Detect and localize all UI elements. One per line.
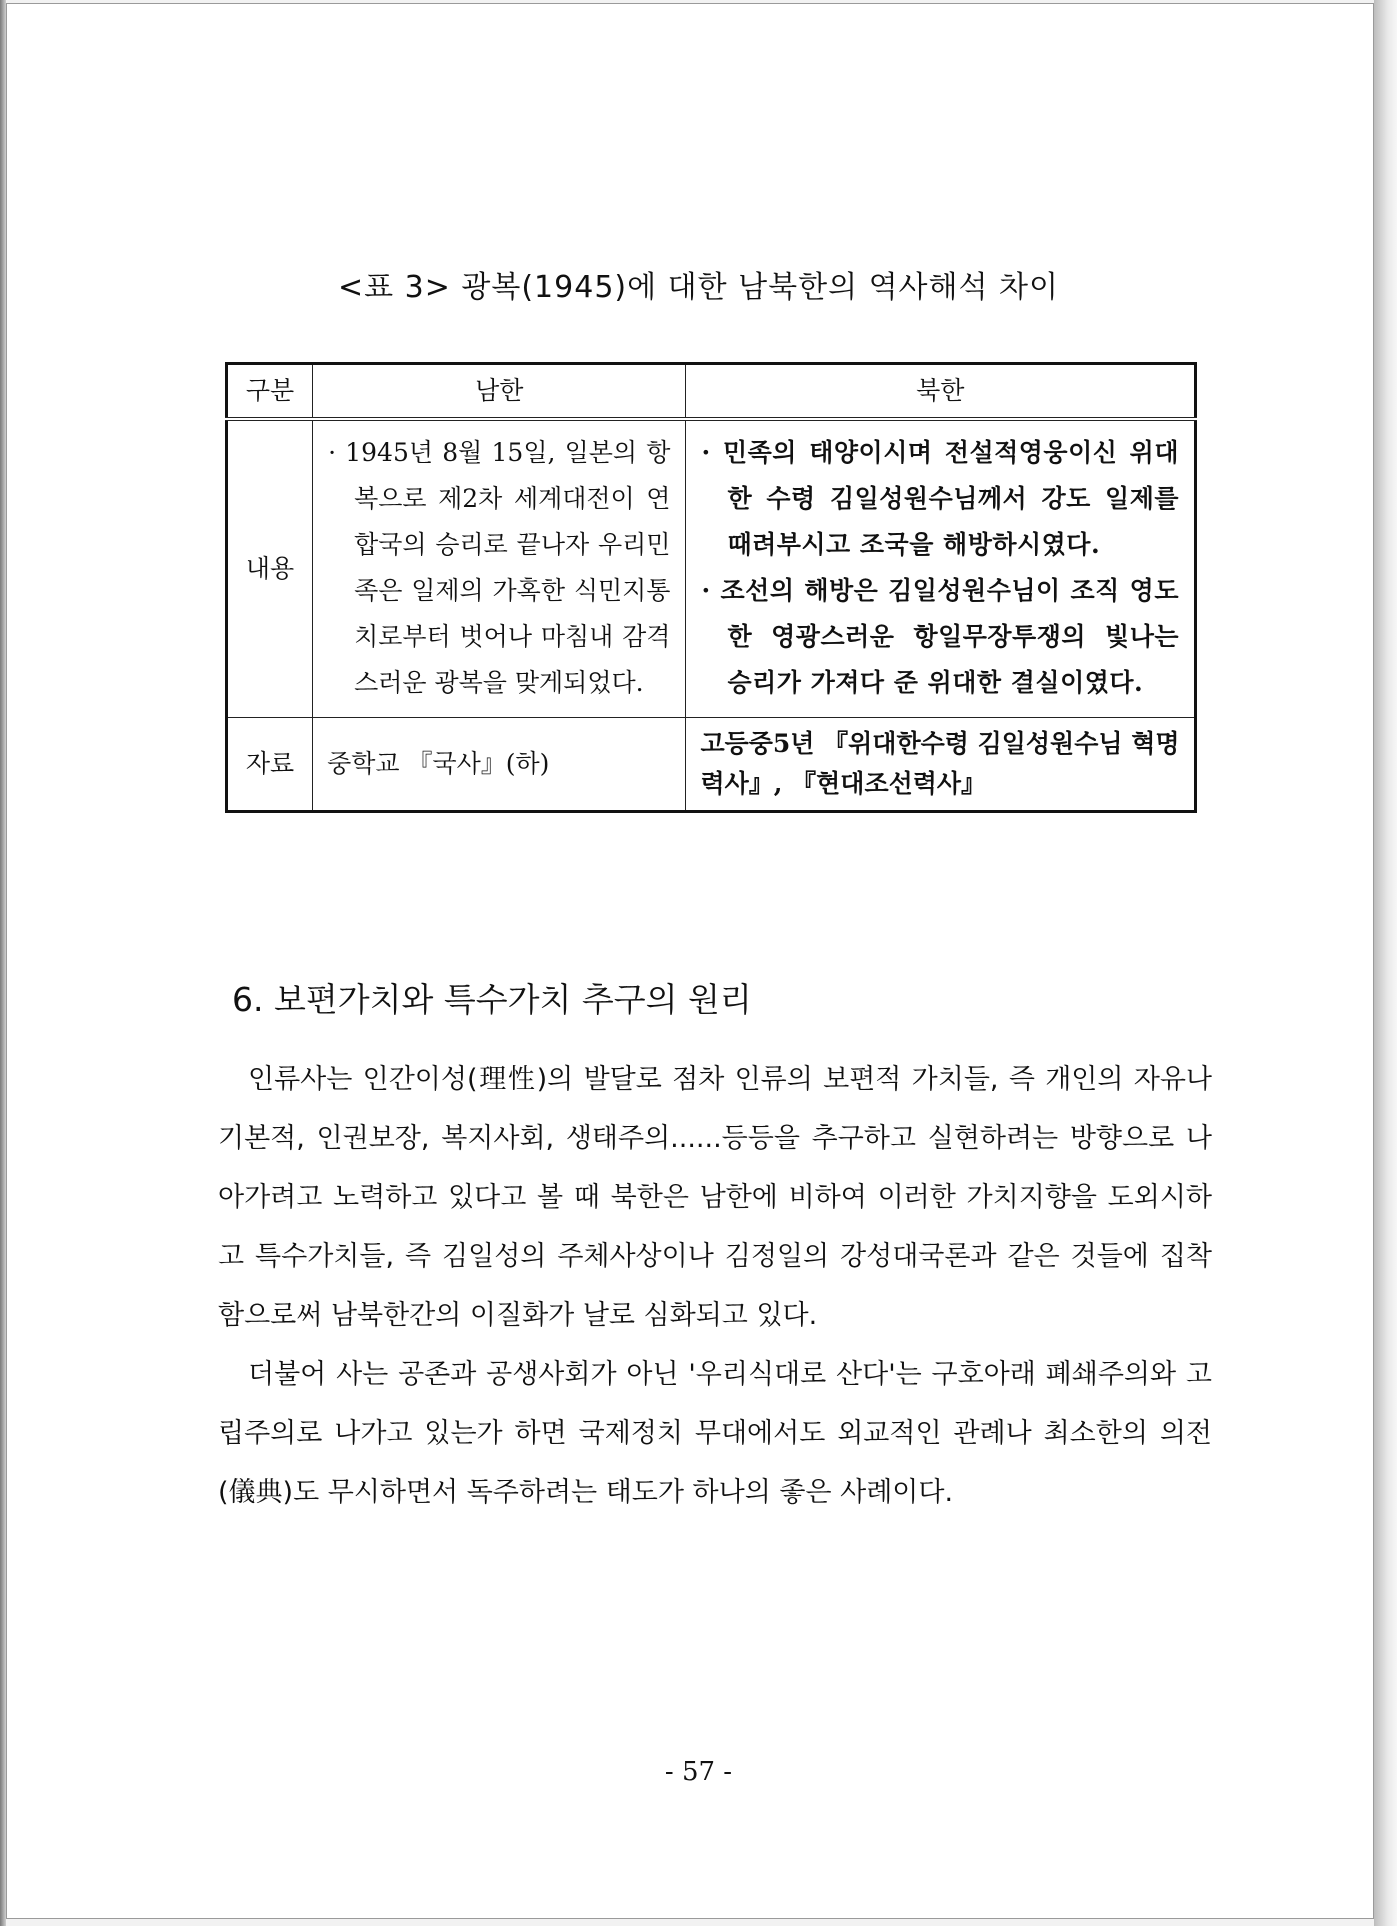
header-south: 남한 bbox=[313, 364, 686, 420]
section-heading: 6. 보편가치와 특수가치 추구의 원리 bbox=[232, 980, 752, 1019]
cell-north-content bbox=[686, 419, 1196, 718]
table-title: <표 3> 광복(1945)에 대한 남북한의 역사해석 차이 bbox=[337, 270, 1059, 305]
body-paragraph: 더불어 사는 공존과 공생사회가 아닌 '우리식대로 산다'는 구호아래 폐쇄주의와 고립주의로 나가고 있는가 하면 국제정치 무대에서도 외교적인 관례나 최소한의 의전(儀典)도 무시하면서 독주하려는 태도가 하나의 좋은 사례이다. bbox=[218, 1359, 1212, 1508]
cell-south-content bbox=[313, 419, 686, 718]
table-header-row bbox=[227, 364, 1196, 420]
body-paragraph: 인류사는 인간이성(理性)의 발달로 점차 인류의 보편적 가치들, 즉 개인의 자유나 기본적, 인권보장, 복지사회, 생태주의......등등을 추구하고 실현하려는 방향으로 나아가려고 노력하고 있다고 볼 때 북한은 남한에 비하여 이러한 가치지향을 도외시하고 특수가치들, 즉 김일성의 주체사상이나 김정일의 강성대국론과 같은 것들에 집착함으로써 남북한간의 이질화가 날로 심화되고 있다. bbox=[218, 1064, 1212, 1331]
table-row-source bbox=[227, 718, 1196, 812]
north-content-item: · 조선의 해방은 김일성원수님이 조직 영도한 영광스러운 항일무장투쟁의 빛나는 승리가 가져다 준 위대한 결실이였다. bbox=[701, 568, 1179, 706]
south-content-item: · 1945년 8월 15일, 일본의 항복으로 제2차 세계대전이 연합국의 승리로 끝나자 우리민족은 일제의 가혹한 식민지통치로부터 벗어나 마침내 감격스러운 광복을 맞게되었다. bbox=[328, 430, 670, 706]
page-number: - 57 - bbox=[664, 1757, 733, 1787]
row-label-content: 내용 bbox=[227, 419, 313, 718]
cell-south-source: 중학교 『국사』(하) bbox=[313, 718, 686, 812]
header-category: 구분 bbox=[227, 364, 313, 420]
row-label-source: 자료 bbox=[227, 718, 313, 812]
table-row-content bbox=[227, 419, 1196, 718]
cell-north-source bbox=[686, 718, 1196, 812]
section-body bbox=[218, 1050, 1212, 1522]
north-content-item: · 민족의 태양이시며 전설적영웅이신 위대한 수령 김일성원수님께서 강도 일제를 때려부시고 조국을 해방하시였다. bbox=[701, 430, 1179, 568]
header-north: 북한 bbox=[686, 364, 1196, 420]
north-source-text: 고등중5년 『위대한수령 김일성원수님 혁명력사』, 『현대조선력사』 bbox=[700, 729, 1180, 798]
comparison-table bbox=[225, 362, 1197, 813]
